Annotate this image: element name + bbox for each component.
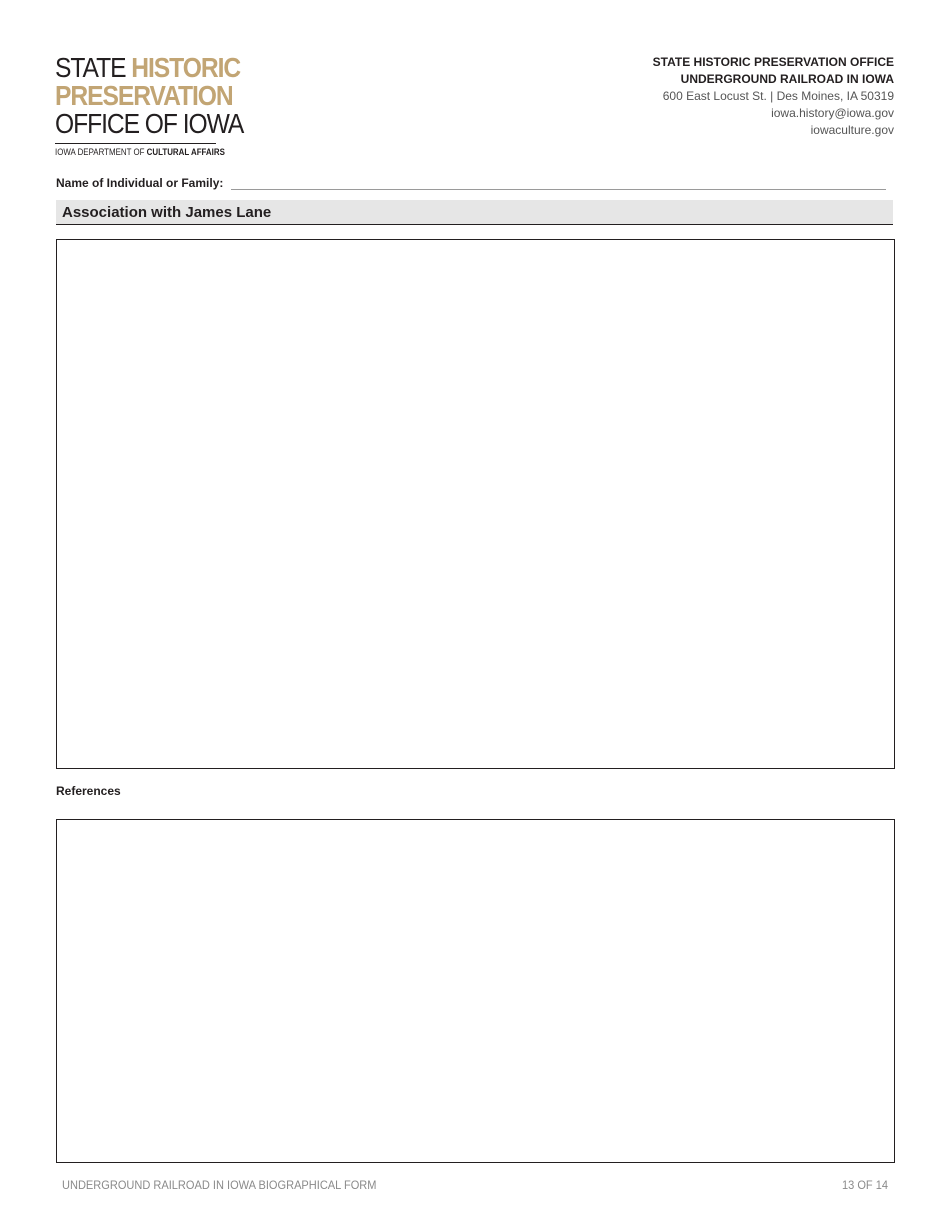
- office-email: iowa.history@iowa.gov: [771, 106, 894, 120]
- program-name: UNDERGROUND RAILROAD IN IOWA: [680, 72, 894, 86]
- name-field-row: [56, 172, 886, 190]
- logo-line-1: STATE HISTORIC: [55, 52, 241, 83]
- section-title: Association with James Lane: [62, 204, 272, 221]
- shpo-logo: [55, 52, 244, 157]
- office-contact-block: [653, 54, 894, 139]
- logo-department: IOWA DEPARTMENT OF CULTURAL AFFAIRS: [55, 147, 225, 157]
- references-textbox[interactable]: [56, 819, 895, 1163]
- references-label: References: [56, 784, 121, 798]
- name-field[interactable]: [231, 177, 886, 190]
- logo-line-3: OFFICE OF IOWA: [55, 108, 244, 139]
- office-address: 600 East Locust St. | Des Moines, IA 50319: [662, 89, 894, 103]
- logo-line-2: PRESERVATION: [55, 80, 233, 111]
- page-number: 13 OF 14: [841, 1178, 888, 1192]
- name-field-label: Name of Individual or Family:: [56, 176, 224, 190]
- office-name: STATE HISTORIC PRESERVATION OFFICE: [652, 55, 894, 69]
- office-website: iowaculture.gov: [810, 123, 894, 137]
- association-textbox[interactable]: [56, 239, 895, 769]
- section-header: [56, 200, 893, 225]
- footer-form-title: UNDERGROUND RAILROAD IN IOWA BIOGRAPHICAL FORM: [62, 1178, 377, 1192]
- logo-divider: [55, 143, 216, 144]
